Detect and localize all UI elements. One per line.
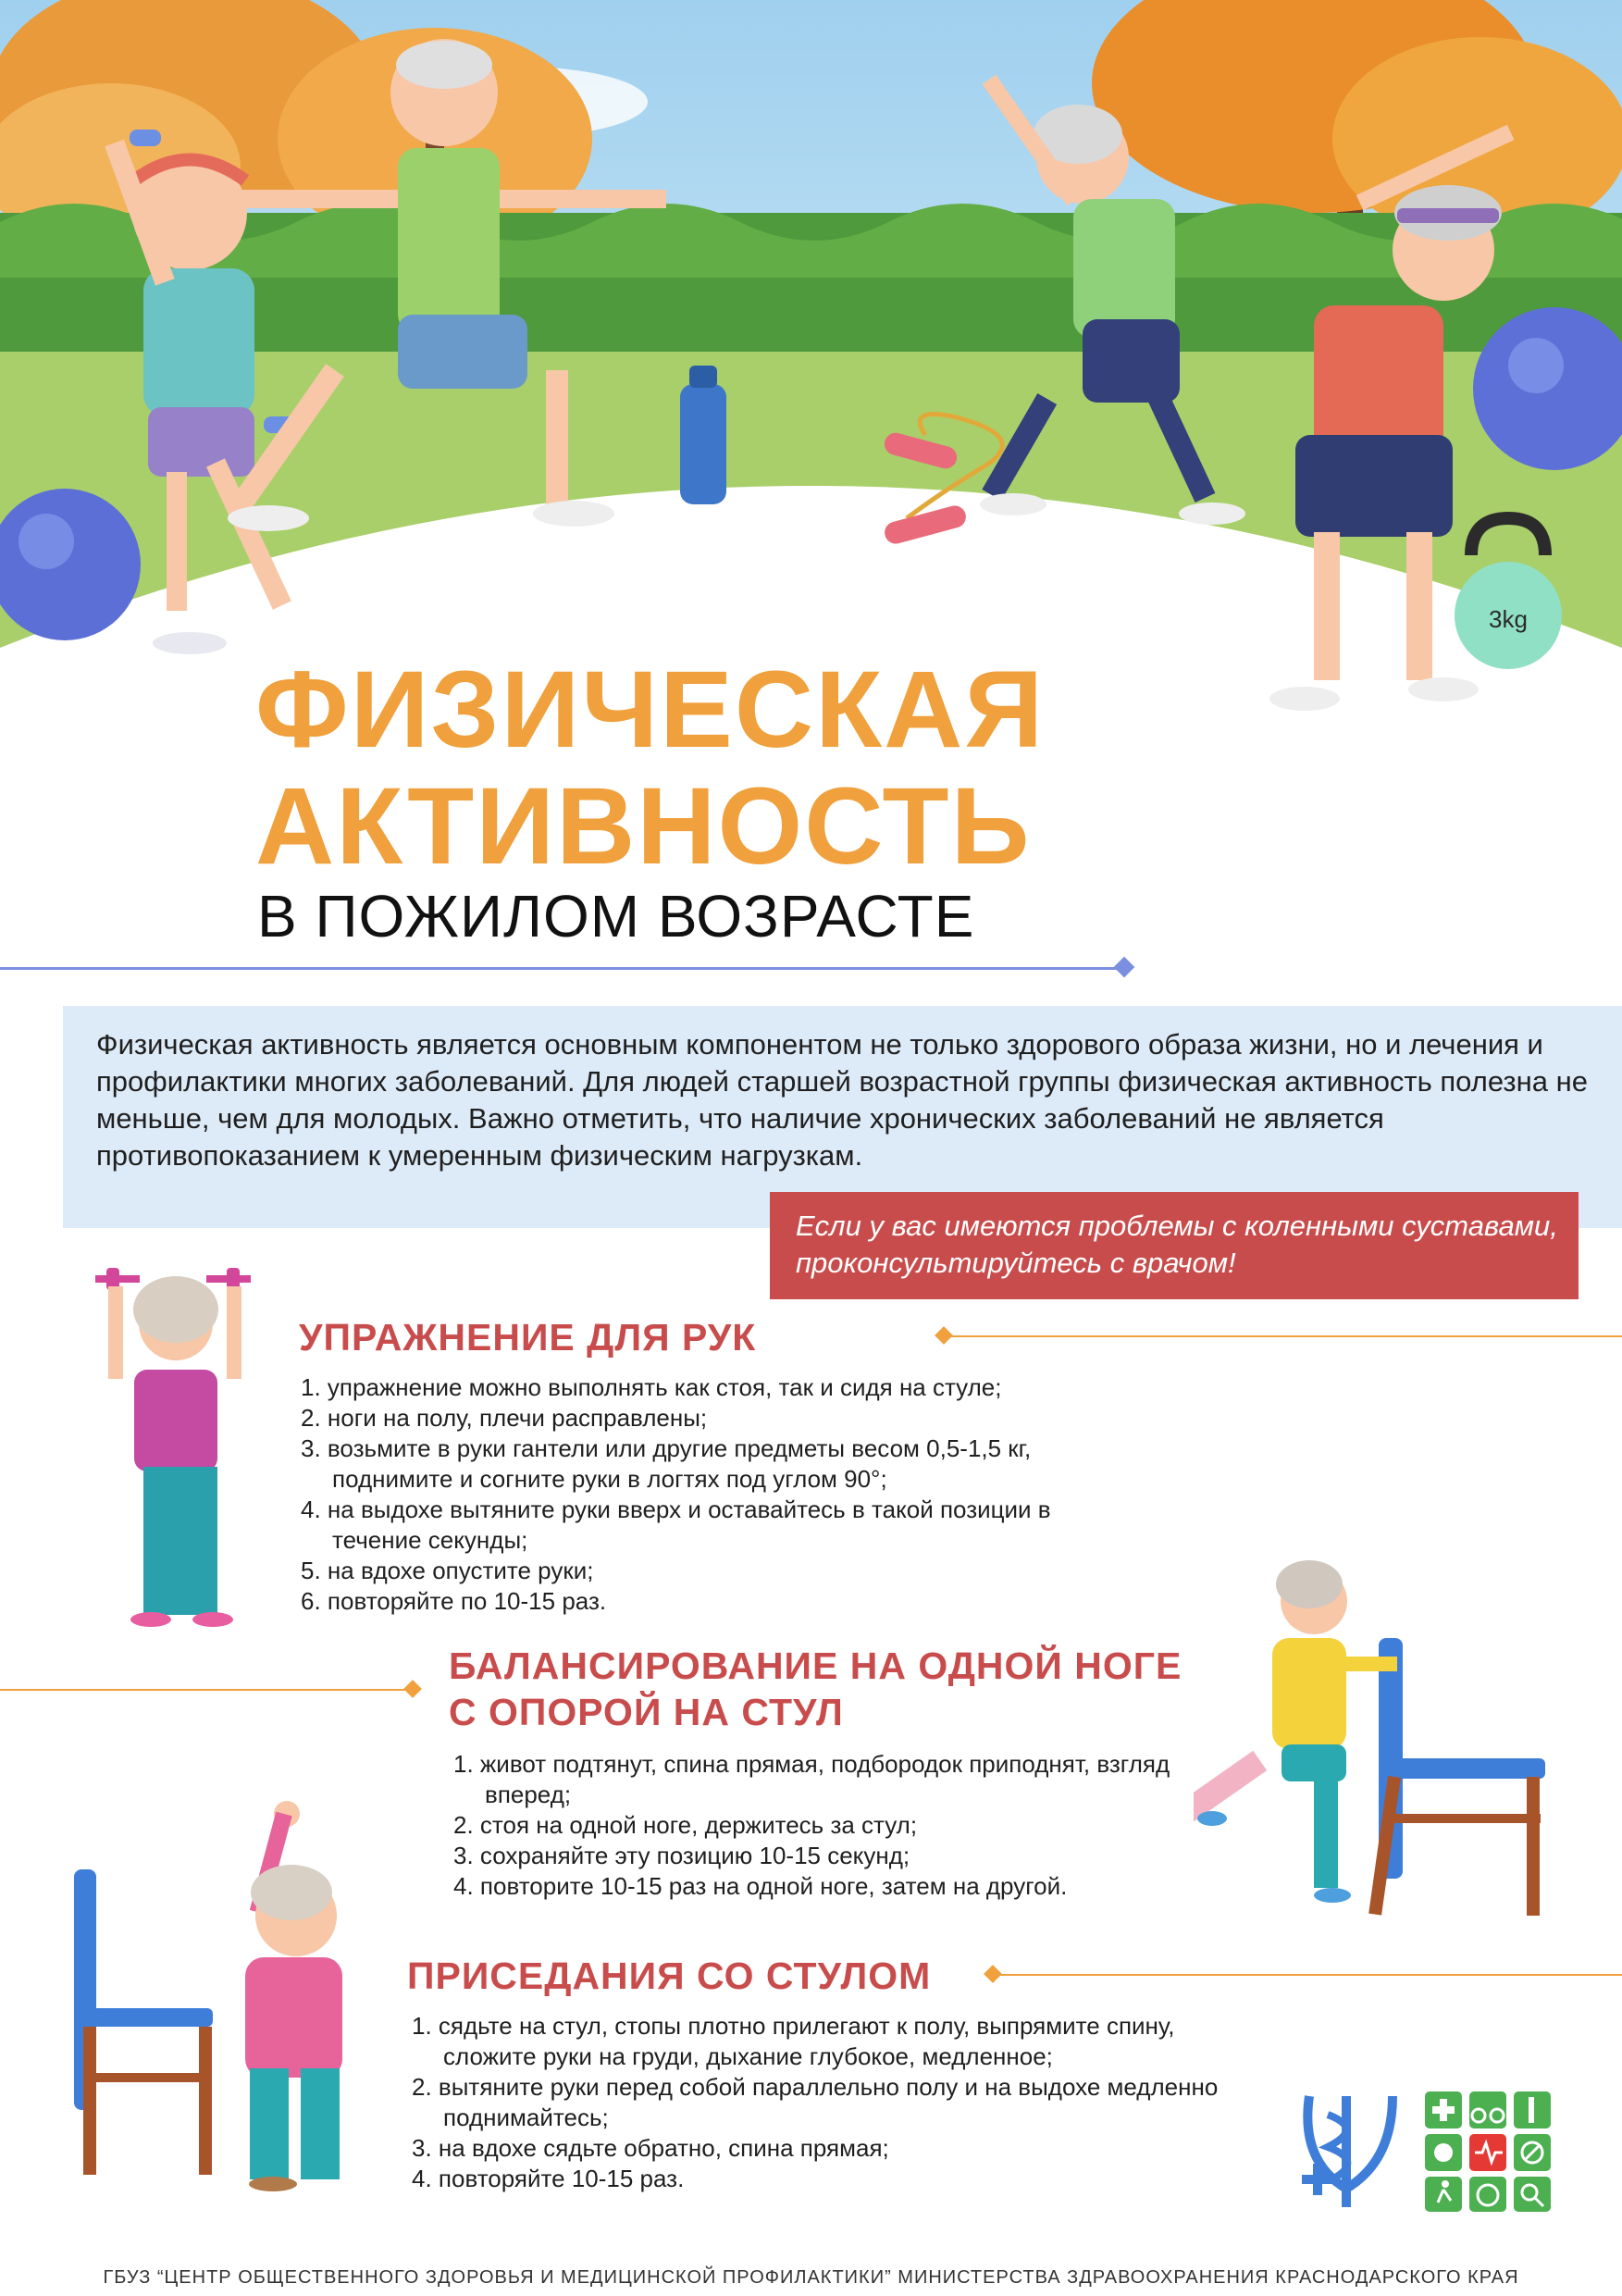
list-item: 4. на выдохе вытяните руки вверх и оставайтесь в такой позиции в течение секунды; — [301, 1496, 1051, 1554]
list-item: 3. на вдохе сядьте обратно, спина прямая; — [412, 2134, 889, 2162]
list-item: 5. на вдохе опустите руки; — [301, 1557, 594, 1584]
warning-text: Если у вас имеются проблемы с коленными суставами, проконсультируйтесь с врачом! — [796, 1210, 1558, 1279]
list-item: 3. возьмите в руки гантели или другие предметы весом 0,5-1,5 кг, поднимите и согните руки в логтях под углом 90°; — [301, 1434, 1032, 1493]
list-item: 3. сохраняйте эту позицию 10-15 секунд; — [453, 1842, 910, 1869]
section-squat-divider — [993, 1974, 1622, 1976]
section-squat-divider-marker — [984, 1965, 1002, 1983]
section-balance-divider-marker — [403, 1680, 422, 1698]
section-balance-title-2: С ОПОРОЙ НА СТУЛ — [449, 1691, 844, 1733]
section-arms-list — [301, 1372, 1133, 1617]
list-item: 2. ноги на полу, плечи расправлены; — [301, 1404, 708, 1432]
section-balance-divider — [0, 1689, 412, 1691]
section-arms-divider-marker — [935, 1326, 953, 1345]
list-item: 2. вытяните руки перед собой параллельно полу и на выдохе медленно поднимайтесь; — [412, 2073, 1219, 2131]
illustration-squat-exercise — [65, 1777, 370, 2193]
illustration-balance-exercise — [1194, 1536, 1554, 1925]
footer-organization: ГБУЗ “ЦЕНТР ОБЩЕСТВЕННОГО ЗДОРОВЬЯ И МЕДИЦИНСКОЙ ПРОФИЛАКТИКИ” МИНИСТЕРСТВА ЗДРАВООХРАНЕНИЯ КРАСНОДАРСКОГО КРАЯ — [103, 2267, 1519, 2288]
section-squat-title: ПРИСЕДАНИЯ СО СТУЛОМ — [407, 1955, 932, 1997]
list-item: 1. упражнение можно выполнять как стоя, так и сидя на стуле; — [301, 1373, 1002, 1401]
section-arms-title: УПРАЖНЕНИЕ ДЛЯ РУК — [299, 1316, 757, 1359]
section-squat-list — [412, 2011, 1226, 2194]
warning-box — [770, 1192, 1579, 1299]
list-item: 1. живот подтянут, спина прямая, подбородок приподнят, взгляд вперед; — [453, 1750, 1170, 1808]
list-item: 1. сядьте на стул, стопы плотно прилегают к полу, выпрямите спину, сложите руки на груди, дыхание глубокое, медленное; — [412, 2012, 1175, 2070]
list-item: 4. повторите 10-15 раз на одной ноге, затем на другой. — [453, 1872, 1068, 1900]
intro-text: Физическая активность является основным компонентом не только здорового образа жизни, но и лечения и профилактики многих заболеваний. Для людей старшей возрастной группы физическая активность полезна не меньше, чем для молодых. Важно отметить, что наличие хронических заболеваний не является противопоказанием к умеренным физическим нагрузкам. — [96, 1028, 1588, 1172]
title-line-1: ФИЗИЧЕСКАЯ — [255, 649, 1046, 771]
illustration-arms-exercise — [88, 1259, 264, 1629]
title-divider-marker — [1114, 957, 1135, 978]
list-item: 2. стоя на одной ноге, держитесь за стул; — [453, 1811, 918, 1839]
section-arms-divider — [944, 1335, 1622, 1337]
title-line-2: АКТИВНОСТЬ — [255, 765, 1032, 887]
section-balance-list — [453, 1749, 1221, 1902]
subtitle: В ПОЖИЛОМ ВОЗРАСТЕ — [257, 883, 975, 949]
list-item: 4. повторяйте 10-15 раз. — [412, 2165, 685, 2192]
medical-center-logo — [1291, 2078, 1416, 2216]
svg-text:3kg: 3kg — [1489, 605, 1528, 633]
health-icons-grid — [1425, 2091, 1553, 2212]
title-divider — [0, 967, 1129, 970]
list-item: 6. повторяйте по 10-15 раз. — [301, 1587, 607, 1615]
section-balance-title-1: БАЛАНСИРОВАНИЕ НА ОДНОЙ НОГЕ — [449, 1644, 1182, 1687]
